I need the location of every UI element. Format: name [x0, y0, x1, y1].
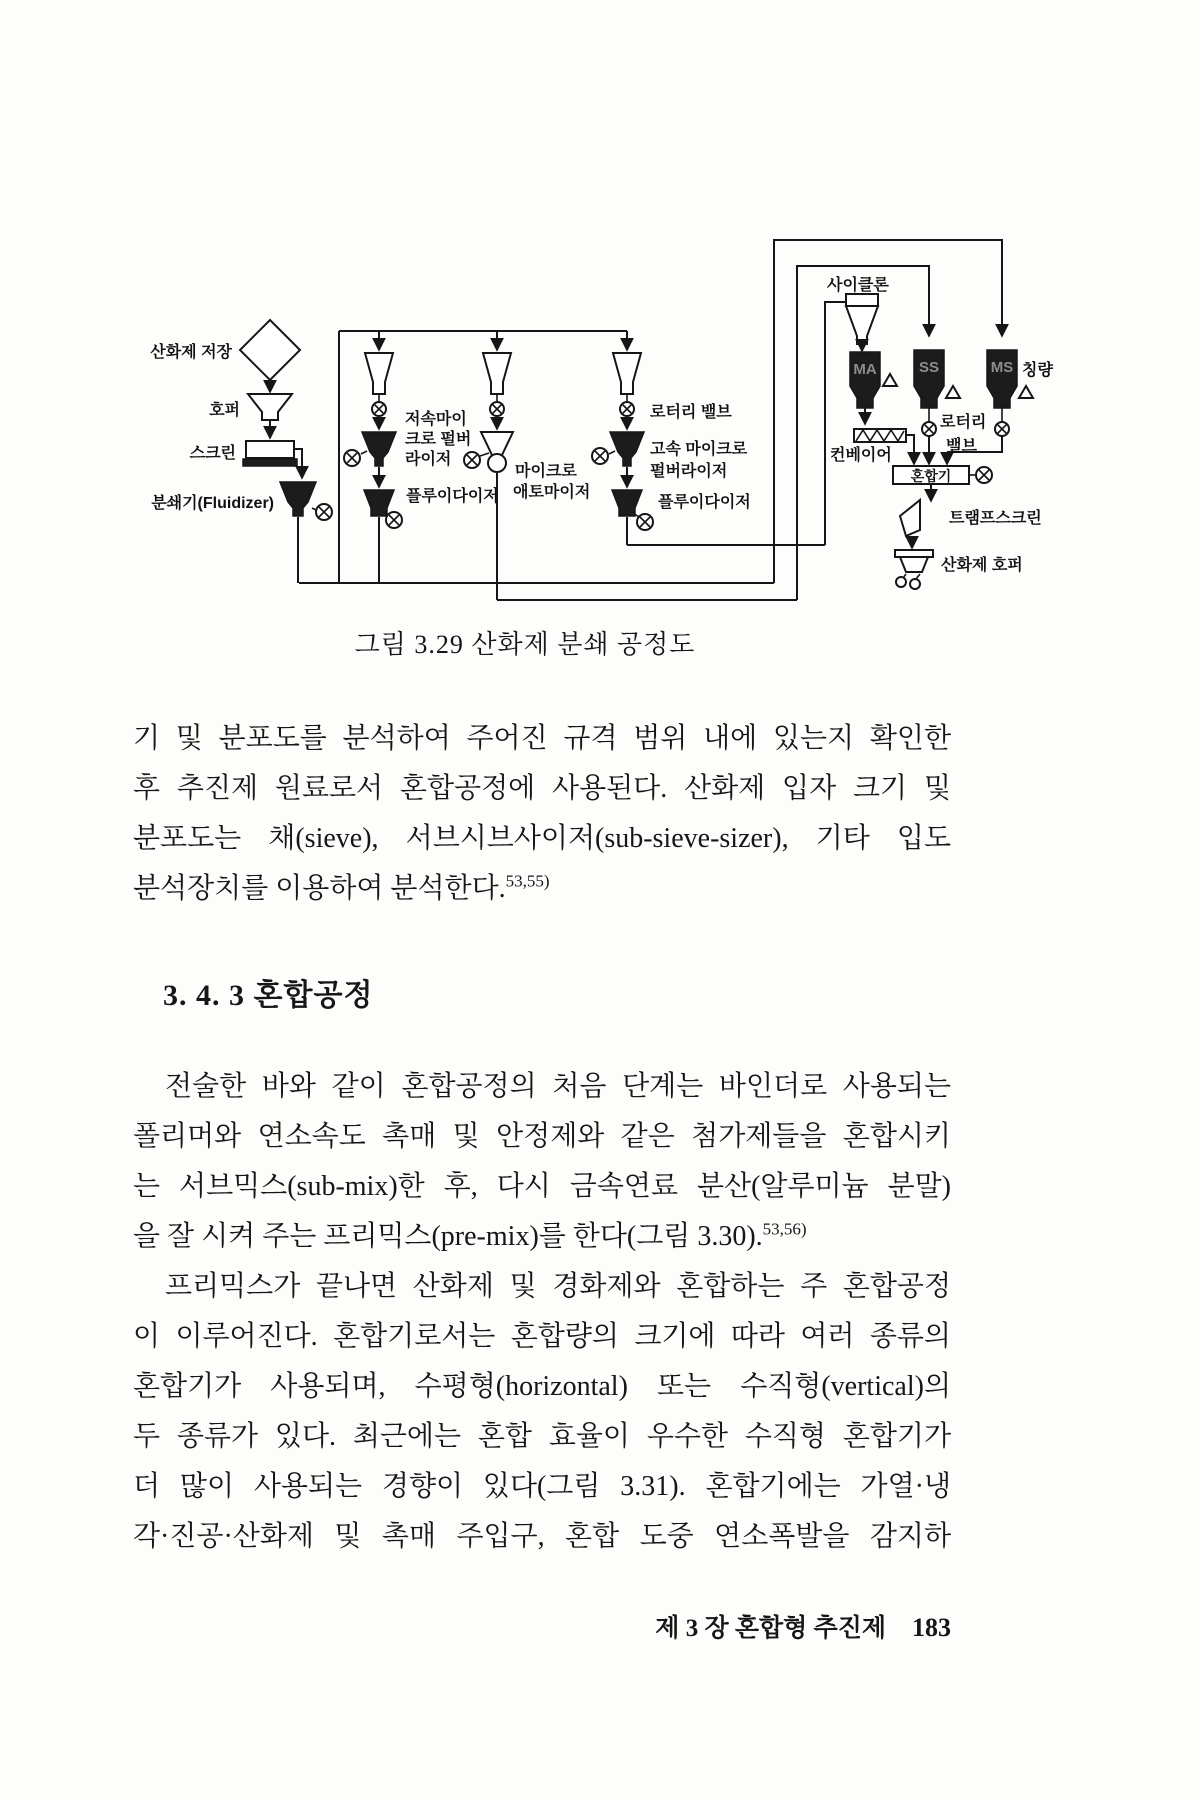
text-line-content: 두 종류가 있다. 최근에는 혼합 효율이 우수한 수직형 혼합기가: [133, 1421, 951, 1452]
oxidizer-hopper-label: 산화제 호퍼: [941, 557, 1023, 574]
text-line-content: 각·진공·산화제 및 촉매 주입구, 혼합 도중 연소폭발을 감지하: [133, 1521, 951, 1552]
text-line-content: 는 서브믹스(sub-mix)한 후, 다시 금속연료 분산(알루미늄 분말): [133, 1171, 951, 1202]
text-line: [133, 1162, 951, 1212]
hopper-symbol: [248, 394, 292, 437]
high-speed-label-1: 고속 마이크로: [650, 441, 748, 458]
text-line: [133, 714, 951, 764]
rotary-label-2: 밸브: [946, 438, 977, 455]
text-line: [133, 1112, 951, 1162]
text-line-content: 폴리머와 연소속도 촉매 및 안정제와 같은 첨가제들을 혼합시키: [133, 1121, 951, 1152]
text-line: [133, 1512, 951, 1562]
micro-atomizer-label-2: 애토마이저: [513, 484, 591, 501]
hopper-label: 호퍼: [209, 402, 240, 419]
conveyor-label: 컨베이어: [830, 447, 892, 464]
cyclone-symbol: [846, 294, 878, 350]
branch-low-speed: [344, 331, 402, 583]
reference-superscript: 53,55): [505, 871, 550, 891]
oxidizer-grinding-diagram: [100, 190, 1100, 630]
text-line-content: 분포도는 채(sieve), 서브시브사이저(sub-sieve-sizer), 기타 입도: [133, 823, 951, 854]
tank-ms-label: MS: [990, 359, 1014, 376]
page-number: 183: [912, 1613, 951, 1642]
text-line: [133, 1262, 951, 1312]
text-line: [133, 1362, 951, 1412]
chapter-title: 제 3 장 혼합형 추진제: [655, 1615, 886, 1642]
paragraph-2: [133, 1062, 951, 1562]
text-line: [133, 1062, 951, 1112]
rotary-label-1: 로터리: [940, 414, 987, 431]
tank-ss-label: SS: [918, 359, 940, 376]
grinder-label: 분쇄기(Fluidizer): [151, 495, 274, 512]
branch-micro-atomizer: [464, 331, 513, 600]
text-line: [133, 1462, 951, 1512]
text-line-content: 이 이루어진다. 혼합기로서는 혼합량의 크기에 따라 여러 종류의: [133, 1321, 951, 1352]
figure-caption: 그림 3.29 산화제 분쇄 공정도: [354, 630, 696, 659]
low-speed-label-2: 크로 펄버: [405, 431, 472, 448]
oxidizer-storage-label: 산화제 저장: [150, 344, 232, 361]
text-line-content: 분석장치를 이용하여 분석한다.: [133, 873, 506, 904]
oxidizer-storage-symbol: [240, 320, 300, 391]
text-line: [133, 864, 951, 914]
text-line: [133, 1412, 951, 1462]
branch-high-speed: [592, 331, 653, 545]
mixer-label: 혼합기: [910, 468, 952, 484]
reference-superscript: 53,56): [762, 1219, 807, 1239]
text-line: [133, 1212, 951, 1262]
low-speed-label-1: 저속마이: [405, 411, 467, 428]
micro-atomizer-label-1: 마이크로: [515, 463, 577, 480]
oxidizer-hopper-symbol: [895, 550, 933, 589]
text-line: [133, 814, 951, 864]
weighing-label: 칭량: [1022, 362, 1053, 379]
text-line-content: 프리믹스가 끝나면 산화제 및 경화제와 혼합하는 주 혼합공정: [165, 1271, 951, 1302]
cyclone-label: 사이클론: [827, 277, 889, 294]
low-speed-label-3: 라이저: [405, 451, 452, 468]
text-line-content: 기 및 분포도를 분석하여 주어진 규격 범위 내에 있는지 확인한: [133, 723, 951, 754]
text-line-content: 혼합기가 사용되며, 수평형(horizontal) 또는 수직형(vertical)의: [133, 1371, 951, 1402]
screen-symbol: [243, 441, 302, 477]
page-footer: [655, 1608, 951, 1644]
tramp-screen-symbol: [900, 500, 920, 547]
text-line-content: 을 잘 시켜 주는 프리믹스(pre-mix)를 한다(그림 3.30).: [133, 1221, 763, 1252]
fluidizer-left-label: 플루이다이저: [406, 488, 499, 505]
rotary-valve-top-label: 로터리 밸브: [650, 404, 732, 421]
tramp-screen-label: 트램프스크린: [949, 510, 1042, 527]
paragraph-1: [133, 714, 951, 914]
process-flow-diagram: [100, 190, 1100, 630]
fluidizer-right-label: 플루이다이저: [658, 494, 751, 511]
text-line: [133, 764, 951, 814]
text-line-content: 후 추진제 원료로서 혼합공정에 사용된다. 산화제 입자 크기 및: [133, 773, 951, 804]
text-line-content: 전술한 바와 같이 혼합공정의 처음 단계는 바인더로 사용되는: [165, 1071, 951, 1102]
text-line-content: 더 많이 사용되는 경향이 있다(그림 3.31). 혼합기에는 가열·냉: [133, 1471, 951, 1502]
grinder-symbol: [280, 482, 332, 583]
section-heading: 3. 4. 3 혼합공정: [163, 979, 374, 1012]
text-line: [133, 1312, 951, 1362]
high-speed-label-2: 펄버라이저: [650, 463, 728, 480]
screen-label: 스크린: [189, 445, 236, 462]
tank-ma-label: MA: [853, 361, 877, 378]
